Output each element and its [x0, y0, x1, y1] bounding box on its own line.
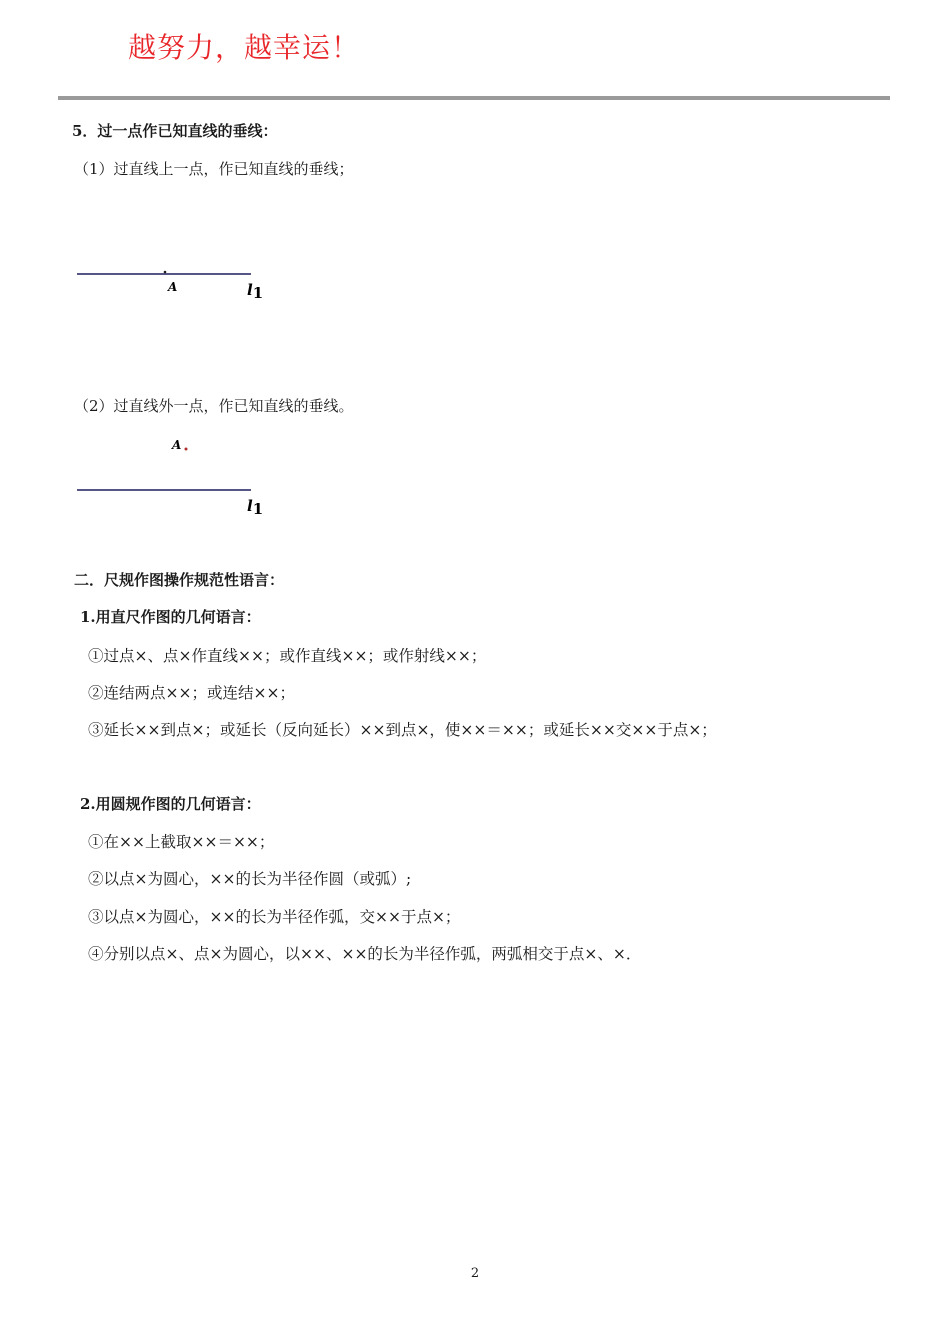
- header-slogan: 越努力，越幸运！: [128, 31, 361, 64]
- compass-heading: 2.用圆规作图的几何语言：: [80, 795, 261, 813]
- line-l1-subscript-figure-1: 1: [252, 284, 264, 302]
- part-2-label: （2）过直线外一点，作已知直线的垂线。: [74, 397, 354, 415]
- section-2-heading: 二．尺规作图操作规范性语言：: [74, 571, 285, 589]
- ruler-heading: 1.用直尺作图的几何语言：: [80, 608, 261, 626]
- point-a-mark-figure-2: [185, 448, 188, 451]
- line-l1-letter-figure-2: l: [247, 497, 253, 515]
- ruler-item-2: ②连结两点××；或连结××；: [88, 684, 295, 702]
- line-l1-label-figure-2: [247, 497, 263, 518]
- compass-item-3: ③以点×为圆心，××的长为半径作弧，交××于点×；: [88, 908, 461, 926]
- line-l1-letter-figure-1: l: [247, 281, 253, 299]
- part-1-label: （1）过直线上一点，作已知直线的垂线；: [74, 160, 354, 178]
- ruler-item-1: ①过点×、点×作直线××；或作直线××；或作射线××；: [88, 647, 487, 665]
- point-a-label-figure-2: A: [172, 438, 182, 452]
- ruler-item-3: ③延长××到点×；或延长（反向延长）××到点×，使××＝××；或延长××交××于点×；: [88, 721, 717, 739]
- page-number: 2: [470, 1266, 480, 1281]
- point-a-label-figure-1: A: [168, 280, 178, 294]
- compass-item-1: ①在××上截取××＝××；: [88, 833, 275, 851]
- compass-item-4: ④分别以点×、点×为圆心，以××、××的长为半径作弧，两弧相交于点×、×．: [88, 945, 642, 963]
- section-5-heading: 5．过一点作已知直线的垂线：: [72, 122, 278, 140]
- compass-item-2: ②以点×为圆心，××的长为半径作圆（或弧）;: [88, 870, 412, 888]
- line-l1-subscript-figure-2: 1: [252, 500, 264, 518]
